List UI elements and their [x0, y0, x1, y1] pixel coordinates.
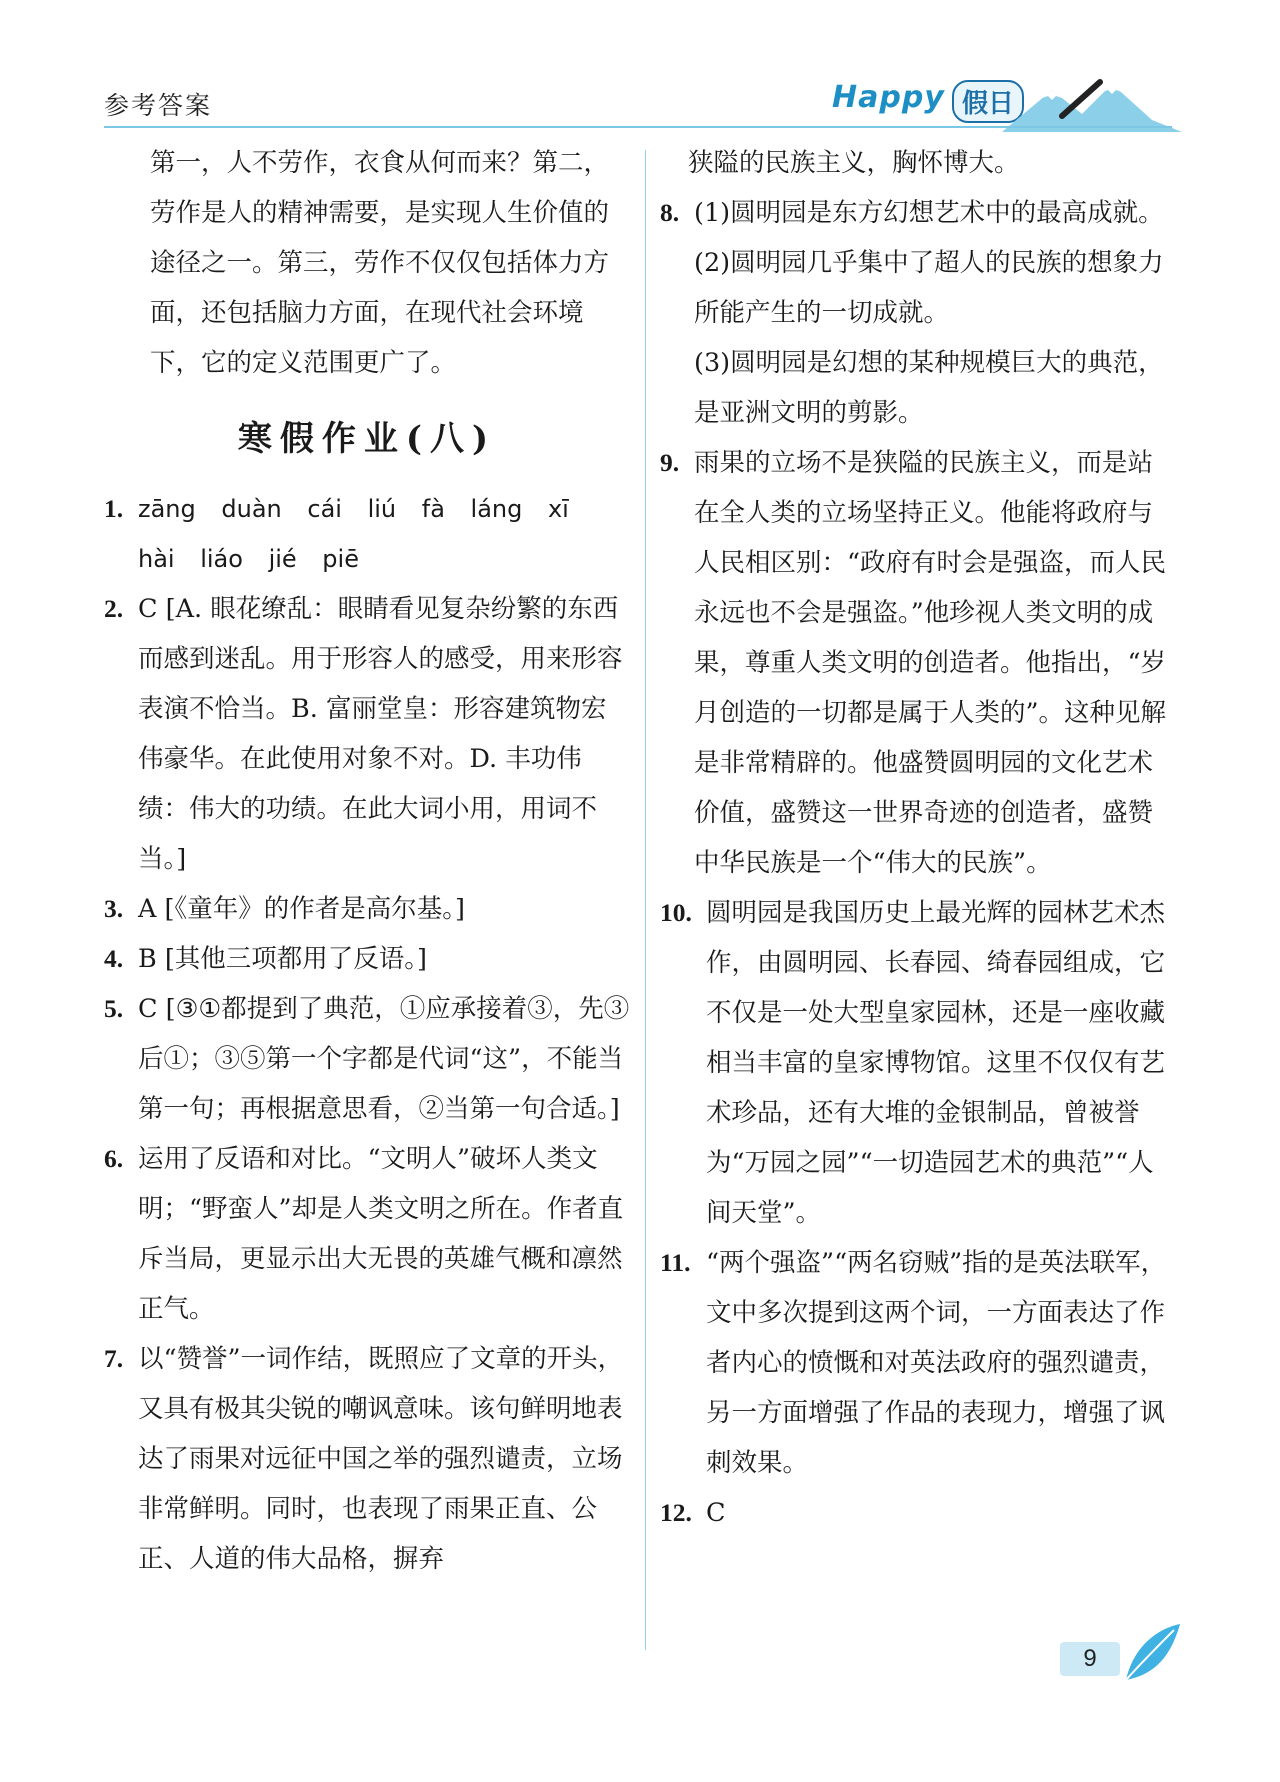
- answer-sub-1: (1)圆明园是东方幻想艺术中的最高成就。: [694, 198, 1164, 228]
- answer-number: 1.: [104, 494, 124, 523]
- answer-item-10: [660, 888, 1178, 1238]
- answer-number: 3.: [104, 894, 124, 923]
- answer-number: 7.: [104, 1344, 124, 1373]
- answer-item-1: [104, 484, 630, 584]
- answer-number: 4.: [104, 944, 124, 973]
- answer-number: 5.: [104, 994, 124, 1023]
- intro-paragraph: 第一，人不劳作，衣食从何而来？第二，劳作是人的精神需要，是实现人生价值的途径之一。第三，劳作不仅仅包括体力方面，还包括脑力方面，在现代社会环境下，它的定义范围更广了。: [150, 148, 610, 378]
- answer-text: B [其他三项都用了反语。]: [138, 944, 427, 974]
- answer-text: C: [706, 1498, 726, 1528]
- answer-text: C [③①都提到了典范，①应承接着③，先③后①；③⑤第一个字都是代词“这”，不能当第一句；再根据意思看，②当第一句合适。]: [138, 994, 630, 1124]
- answer-text: 雨果的立场不是狭隘的民族主义，而是站在全人类的立场坚持正义。他能将政府与人民相区别：“政府有时会是强盗，而人民永远也不会是强盗。”他珍视人类文明的成果，尊重人类文明的创造者。他指出，“岁月创造的一切都是属于人类的”。这种见解是非常精辟的。他盛赞圆明园的文化艺术价值，盛赞这一世界奇迹的创造者，盛赞中华民族是一个“伟大的民族”。: [694, 448, 1167, 878]
- leaf-icon: [1122, 1622, 1182, 1686]
- answer-text: 圆明园是我国历史上最光辉的园林艺术杰作，由圆明园、长春园、绮春园组成，它不仅是一处大型皇家园林，还是一座收藏相当丰富的皇家博物馆。这里不仅仅有艺术珍品，还有大堆的金银制品，曾被誉为“万园之园”“一切造园艺术的典范”“人间天堂”。: [706, 898, 1166, 1228]
- pinyin-line-2: hài liáo jié piē: [138, 545, 359, 573]
- answer-number: 6.: [104, 1144, 124, 1173]
- page-number: 9: [1060, 1642, 1120, 1676]
- answer-text: A [《童年》的作者是高尔基。]: [138, 894, 465, 924]
- answer-text: 以“赞誉”一词作结，既照应了文章的开头，又具有极其尖锐的嘲讽意味。该句鲜明地表达了雨果对远征中国之举的强烈谴责，立场非常鲜明。同时，也表现了雨果正直、公正、人道的伟大品格，摒弃: [138, 1344, 624, 1574]
- answer-text: “两个强盗”“两名窃贼”指的是英法联军，文中多次提到这两个词，一方面表达了作者内心的愤慨和对英法政府的强烈谴责，另一方面增强了作品的表现力，增强了讽刺效果。: [706, 1248, 1167, 1478]
- answer-item-6: [104, 1134, 630, 1334]
- answer-number: 10.: [660, 898, 692, 927]
- answer-7-continued: 狭隘的民族主义，胸怀博大。: [688, 148, 1020, 178]
- answer-text: 运用了反语和对比。“文明人”破坏人类文明；“野蛮人”却是人类文明之所在。作者直斥当局，更显示出大无畏的英雄气概和凛然正气。: [138, 1144, 624, 1324]
- answer-number: 9.: [660, 448, 680, 477]
- answer-number: 11.: [660, 1248, 691, 1277]
- header-rule: [104, 126, 1172, 128]
- brand-jiari: 假日: [952, 80, 1024, 123]
- left-column: [104, 138, 630, 1584]
- answer-item-9: [660, 438, 1178, 888]
- pinyin-line-1: zāng duàn cái liú fà láng xī: [138, 495, 569, 523]
- section-title: 寒假作业(八): [237, 419, 497, 459]
- answer-number: 8.: [660, 198, 680, 227]
- answer-number: 12.: [660, 1498, 692, 1527]
- brand-happy: Happy: [832, 80, 945, 115]
- answer-item-5: [104, 984, 630, 1134]
- answer-item-4: [104, 934, 630, 984]
- right-column: [660, 138, 1178, 1538]
- answer-item-11: [660, 1238, 1178, 1488]
- answer-item-3: [104, 884, 630, 934]
- answer-item-2: [104, 584, 630, 884]
- answer-number: 2.: [104, 594, 124, 623]
- answer-item-8: [660, 188, 1178, 438]
- header-label: 参考答案: [104, 91, 213, 120]
- answer-text: C [A. 眼花缭乱：眼睛看见复杂纷繁的东西而感到迷乱。用于形容人的感受，用来形容表演不恰当。B. 富丽堂皇：形容建筑物宏伟豪华。在此使用对象不对。D. 丰功伟绩：伟大的功绩。在此大词小用，用词不当。]: [138, 594, 623, 874]
- answer-item-12: [660, 1488, 1178, 1538]
- answer-sub-3: (3)圆明园是幻想的某种规模巨大的典范，是亚洲文明的剪影。: [694, 348, 1164, 428]
- answer-sub-2: (2)圆明园几乎集中了超人的民族的想象力所能产生的一切成就。: [694, 248, 1164, 328]
- column-divider: [645, 150, 646, 1650]
- answer-item-7: [104, 1334, 630, 1584]
